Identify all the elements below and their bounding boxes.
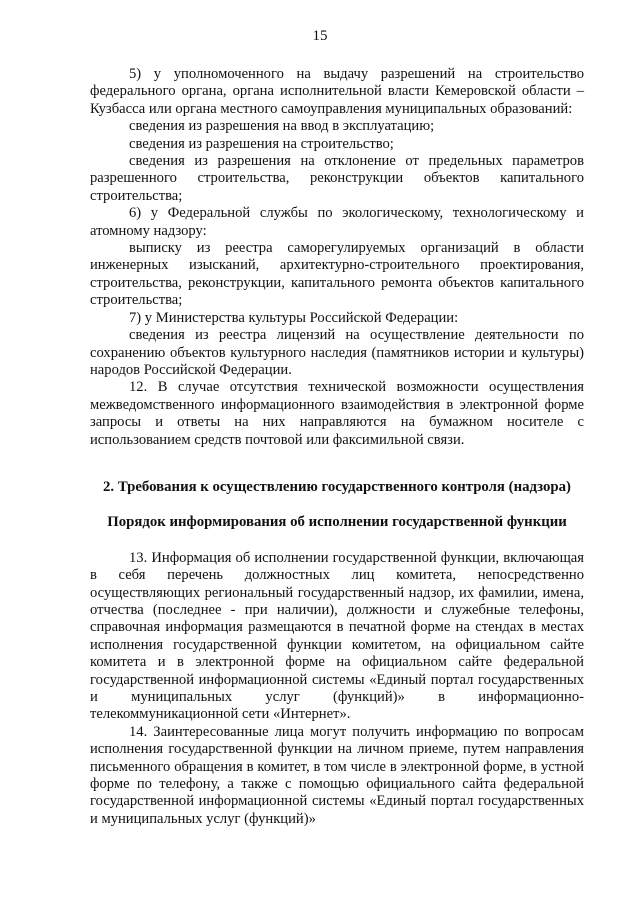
page-number: 15 <box>312 28 328 44</box>
paragraph-item-5-3: сведения из разрешения на отклонение от предельных параметров разрешенного строительства, реконструкции объектов капитального строительства; <box>90 153 584 204</box>
paragraph-item-5-2: сведения из разрешения на строительство; <box>129 135 394 152</box>
paragraph-item-6-1: выписку из реестра саморегулируемых организаций в области инженерных изысканий, архитектурно-строительного проектирования, строительства, реконструкции, капитального ремонта объектов капитального строительства; <box>90 240 584 309</box>
paragraph-item-5-1: сведения из разрешения на ввод в эксплуатацию; <box>129 118 435 135</box>
paragraph-12: 12. В случае отсутствия технической возможности осуществления межведомственного информационного взаимодействия в электронной форме запросы и ответы на них направляются на бумажном носителе с использованием средств почтовой или факсимильной связи. <box>90 379 584 448</box>
paragraph-item-7: 7) у Министерства культуры Российской Федерации: <box>129 309 459 326</box>
paragraph-14: 14. Заинтересованные лица могут получить информацию по вопросам исполнения государственной функции на личном приеме, путем направления письменного обращения в комитет, в том числе в электронной форме, в устной форме по телефону, а также с помощью официального сайта федеральной государственной информационной системы «Единый портал государственных и муниципальных услуг (функций)» <box>90 723 584 827</box>
subsection-heading: Порядок информирования об исполнении государственной функции <box>107 514 567 531</box>
section-heading: 2. Требования к осуществлению государственного контроля (надзора) <box>103 478 571 495</box>
paragraph-item-5: 5) у уполномоченного на выдачу разрешений на строительство федерального органа, органа исполнительной власти Кемеровской области – Кузбасса или органа местного самоуправления муниципальных образований: <box>90 66 584 117</box>
paragraph-13: 13. Информация об исполнении государственной функции, включающая в себя перечень должностных лиц комитета, непосредственно осуществляющих региональный государственный надзор, их фамилии, имена, отчества (последнее - при наличии), должности и служебные телефоны, справочная информация размещаются в печатной форме на стендах в местах исполнения государственной функции комитетом, на официальном сайте комитета и в электронной форме на официальном сайте федеральной государственной информационной системы «Единый портал государственных и муниципальных услуг (функций)» в информационно-телекоммуникационной сети «Интернет». <box>90 549 584 723</box>
paragraph-item-7-1: сведения из реестра лицензий на осуществление деятельности по сохранению объектов культурного наследия (памятников истории и культуры) народов Российской Федерации. <box>90 327 584 378</box>
document-body <box>90 66 584 828</box>
paragraph-item-6: 6) у Федеральной службы по экологическому, технологическому и атомному надзору: <box>90 205 584 239</box>
